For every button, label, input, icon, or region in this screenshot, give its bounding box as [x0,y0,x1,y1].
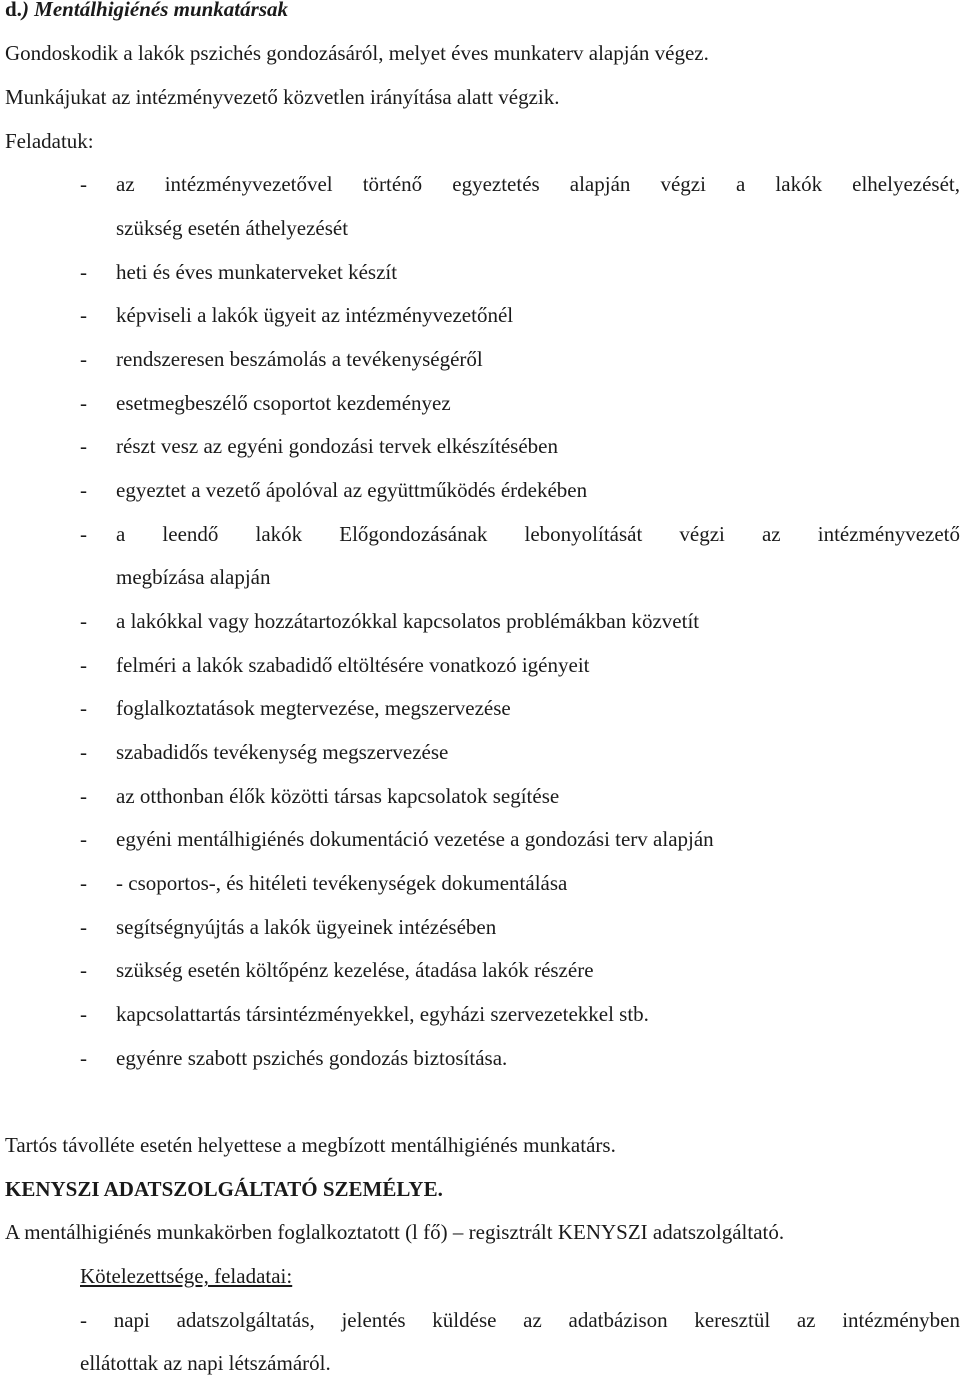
intro-line-1: Gondoskodik a lakók pszichés gondozásáról, melyet éves munkaterv alapján végez. [5,41,709,65]
list-item-text: felméri a lakók szabadidő eltöltésére vonatkozó igényeit [116,653,590,677]
obligation-item: - napi adatszolgáltatás, jelentés küldése az adatbázison keresztül az intézményben [80,1308,960,1332]
list-item-text: kapcsolattartás társintézményekkel, egyházi szervezetekkel stb. [116,1002,649,1026]
list-item-text: esetmegbeszélő csoportot kezdeményez [116,391,451,415]
kenyszi-heading: KENYSZI ADATSZOLGÁLTATÓ SZEMÉLYE. [5,1177,443,1201]
list-dash: - [80,1046,87,1070]
list-item-continuation: szükség esetén áthelyezését [116,216,349,240]
obligation-item-continuation: ellátottak az napi létszámáról. [80,1351,331,1375]
list-item-text: foglalkoztatások megtervezése, megszervezése [116,696,511,720]
section-heading [5,0,288,22]
list-item-text: az intézményvezetővel történő egyeztetés alapján végzi a lakók elhelyezését, [116,172,960,196]
list-item-continuation: megbízása alapján [116,565,271,589]
list-item-text: segítségnyújtás a lakók ügyeinek intézésében [116,915,497,939]
list-item-text: egyénre szabott pszichés gondozás biztosítása. [116,1046,508,1070]
list-dash: - [80,172,87,196]
list-dash: - [80,260,87,284]
list-dash: - [80,609,87,633]
list-dash: - [80,391,87,415]
list-dash: - [80,696,87,720]
section-number: d. [5,0,22,21]
list-dash: - [80,522,87,546]
list-dash: - [80,915,87,939]
list-item-text: az otthonban élők közötti társas kapcsolatok segítése [116,784,560,808]
list-dash: - [80,434,87,458]
list-dash: - [80,827,87,851]
tasks-label: Feladatuk: [5,129,94,153]
intro-line-2: Munkájukat az intézményvezető közvetlen irányítása alatt végzik. [5,85,560,109]
list-dash: - [80,347,87,371]
list-dash: - [80,958,87,982]
list-dash: - [80,784,87,808]
absence-note: Tartós távolléte esetén helyettese a megbízott mentálhigiénés munkatárs. [5,1133,616,1157]
list-dash: - [80,653,87,677]
list-item-text: képviseli a lakók ügyeit az intézményvezetőnél [116,303,514,327]
list-dash: - [80,871,87,895]
list-dash: - [80,303,87,327]
list-item-text: egyéni mentálhigiénés dokumentáció vezetése a gondozási terv alapján [116,827,714,851]
list-item-text: - csoportos-, és hitéleti tevékenységek dokumentálása [116,871,568,895]
list-dash: - [80,1002,87,1026]
list-item-text: heti és éves munkaterveket készít [116,260,398,284]
list-item-text: egyeztet a vezető ápolóval az együttműködés érdekében [116,478,588,502]
list-item-text: szükség esetén költőpénz kezelése, átadása lakók részére [116,958,594,982]
section-title: ) Mentálhigiénés munkatársak [21,0,288,21]
obligations-label: Kötelezettsége, feladatai: [80,1264,293,1288]
list-item-text: rendszeresen beszámolás a tevékenységéről [116,347,483,371]
list-item-text: részt vesz az egyéni gondozási tervek elkészítésében [116,434,558,458]
list-item-text: szabadidős tevékenység megszervezése [116,740,449,764]
list-item-text: a leendő lakók Előgondozásának lebonyolítását végzi az intézményvezető [116,522,960,546]
list-dash: - [80,478,87,502]
list-dash: - [80,740,87,764]
kenyszi-text: A mentálhigiénés munkakörben foglalkoztatott (l fő) – regisztrált KENYSZI adatszolgáltató. [5,1220,785,1244]
list-item-text: a lakókkal vagy hozzátartozókkal kapcsolatos problémákban közvetít [116,609,700,633]
